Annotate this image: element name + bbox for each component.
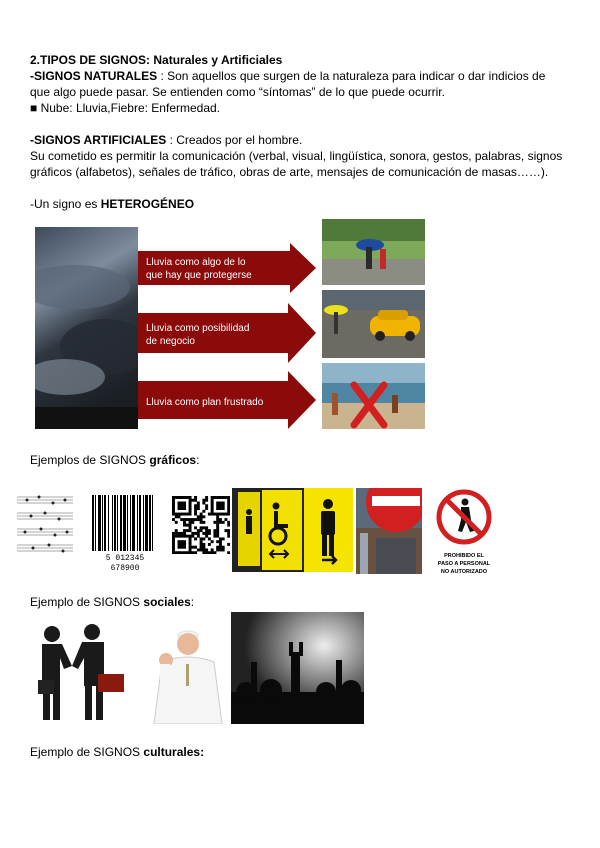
arrow-3-text — [146, 396, 263, 409]
qr-code-image — [172, 496, 230, 554]
sociales-suffix: : — [190, 595, 195, 609]
no-entry-sign-image — [356, 488, 422, 574]
heterogeneo-diagram — [30, 213, 428, 431]
graficos-suffix: : — [196, 453, 200, 467]
heading-prefix: 2.TIPOS DE SIGNOS: — [30, 53, 154, 67]
artificiales-label: -SIGNOS ARTIFICIALES — [30, 133, 167, 147]
barcode-bars — [90, 495, 160, 551]
arrow-2-text — [146, 322, 249, 348]
storm-cloud-image — [35, 227, 138, 429]
beach-photo — [322, 363, 425, 429]
prohibido-line-3: NO AUTORIZADO — [440, 569, 488, 575]
arrow-3-line-1: Lluvia como plan frustrado — [146, 397, 264, 408]
pope-image — [142, 614, 230, 724]
heterogeneo-line — [30, 196, 194, 212]
sociales-prefix: Ejemplo de SIGNOS — [30, 595, 144, 609]
culturales-prefix: Ejemplo de SIGNOS — [30, 745, 144, 759]
graficos-bold: gráficos — [149, 453, 197, 467]
culturales-bold: culturales: — [143, 745, 205, 759]
naturales-bullet: ■ Nube: Lluvia,Fiebre: Enfermedad. — [30, 101, 221, 115]
naturales-line-2: que algo puede pasar. Se entienden como “síntomas” de lo que puede ocurrir. — [30, 85, 445, 99]
prohibido-sign — [428, 487, 500, 575]
prohibido-icon — [428, 487, 500, 549]
arrow-2-line-2: de negocio — [146, 336, 195, 347]
arrow-2-line-1: Lluvia como posibilidad — [146, 323, 250, 334]
heading-rest: Naturales y Artificiales — [153, 53, 283, 67]
artificiales-line-2: Su cometido es permitir la comunicación (verbal, visual, lingüística, sonora, gestos, palabras, signos — [30, 149, 563, 163]
naturales-text-1: : Son aquellos que surgen de la naturaleza para indicar o dar indicios de — [157, 69, 546, 83]
naturales-label: -SIGNOS NATURALES — [30, 69, 158, 83]
graficos-prefix: Ejemplos de SIGNOS — [30, 453, 150, 467]
barcode-number: 5 012345 678900 — [105, 554, 145, 573]
heterogeneo-bold: HETEROGÉNEO — [100, 197, 195, 211]
arrow-1-text — [146, 256, 252, 282]
sociales-bold: sociales — [143, 595, 191, 609]
naturales-line-1 — [30, 68, 545, 84]
arrow-1-line-2: que hay que protegerse — [146, 270, 252, 281]
prohibido-text — [428, 552, 500, 576]
sociales-line — [30, 594, 194, 610]
prohibido-line-1: PROHIBIDO EL — [444, 553, 484, 559]
yellow-signage-image — [232, 488, 353, 572]
umbrella-photo — [322, 219, 425, 285]
artificiales-line-1 — [30, 132, 302, 148]
artificiales-text-1: : Creados por el hombre. — [166, 133, 303, 147]
taxi-photo — [322, 290, 425, 358]
concert-crowd-image — [231, 612, 364, 724]
sheet-music-image — [15, 487, 75, 562]
handshake-image — [30, 614, 140, 724]
arrow-1-line-1: Lluvia como algo de lo — [146, 257, 246, 268]
artificiales-line-3: gráficos (alfabetos), señales de tráfico, obras de arte, mensajes de comunicación de masas……). — [30, 165, 549, 179]
heterogeneo-prefix: -Un signo es — [30, 197, 101, 211]
prohibido-line-2: PASO A PERSONAL — [437, 561, 491, 567]
culturales-line — [30, 744, 204, 760]
barcode-image — [90, 495, 160, 573]
section-heading — [30, 52, 282, 68]
graficos-line — [30, 452, 199, 468]
